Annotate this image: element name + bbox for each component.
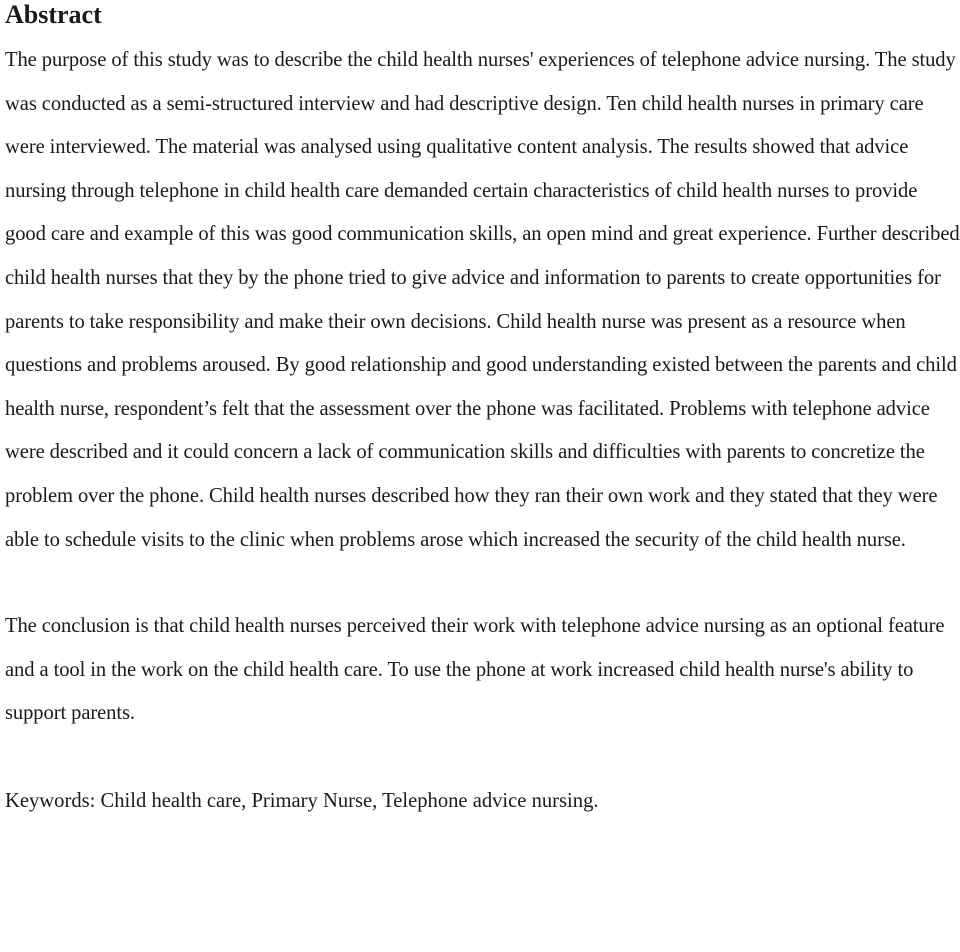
document-page — [5, 0, 960, 824]
conclusion-paragraph: The conclusion is that child health nurses perceived their work with telephone advice nursing as an optional feature and a tool in the work on the child health care. To use the phone at work increased child health nurse's ability to support parents. — [5, 615, 945, 725]
abstract-heading: Abstract — [5, 0, 102, 29]
keywords-line: Keywords: Child health care, Primary Nurse, Telephone advice nursing. — [5, 789, 599, 812]
abstract-paragraph: The purpose of this study was to describe the child health nurses' experiences of telephone advice nursing. The study was conducted as a semi-structured interview and had descriptive design. Ten child health nurses in primary care were interviewed. The material was analysed using qualitative content analysis. The results showed that advice nursing through telephone in child health care demanded certain characteristics of child health nurses to provide good care and example of this was good communication skills, an open mind and great experience. Further described child health nurses that they by the phone tried to give advice and information to parents to create opportunities for parents to take responsibility and make their own decisions. Child health nurse was present as a resource when questions and problems aroused. By good relationship and good understanding existed between the parents and child health nurse, respondent’s felt that the assessment over the phone was facilitated. Problems with telephone advice were described and it could concern a lack of communication skills and difficulties with parents to concretize the problem over the phone. Child health nurses described how they ran their own work and they stated that they were able to schedule visits to the clinic when problems arose which increased the security of the child health nurse. — [5, 49, 960, 551]
